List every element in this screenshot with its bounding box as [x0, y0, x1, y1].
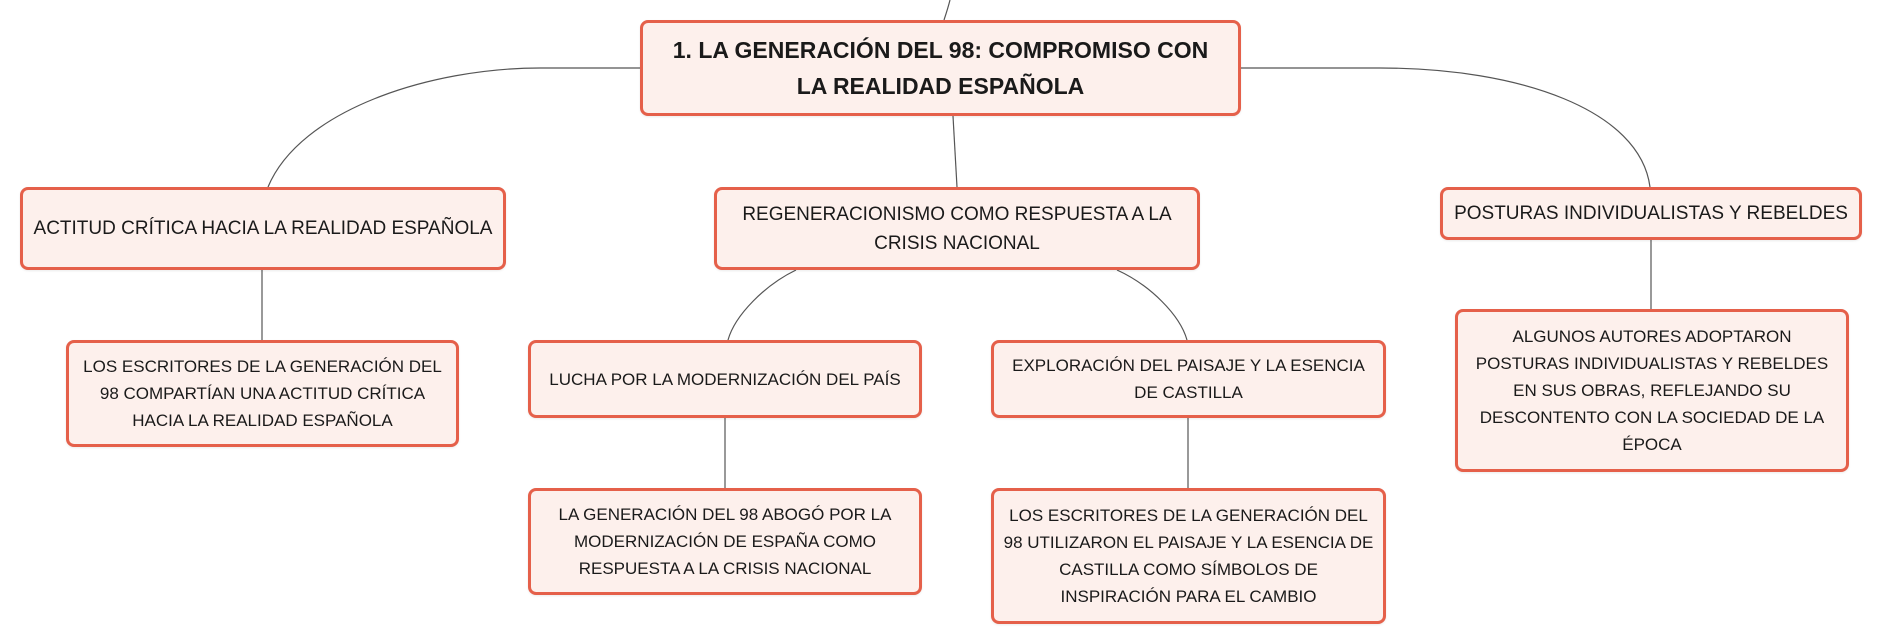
modernization-label: LUCHA POR LA MODERNIZACIÓN DEL PAÍS [549, 369, 901, 389]
central-topic-label: 1. LA GENERACIÓN DEL 98: COMPROMISO CON LA REALIDAD ESPAÑOLA [672, 37, 1209, 99]
critical-attitude-detail-node[interactable] [66, 340, 459, 447]
landscape-castile-detail-label: LOS ESCRITORES DE LA GENERACIÓN DEL 98 UTILIZARON EL PAISAJE Y LA ESENCIA DE CASTILLA COMO SÍMBOLOS DE INSPIRACIÓN PARA EL CAMBIO [1003, 506, 1374, 606]
connector-regeneration-to-landscape [1117, 270, 1187, 340]
critical-attitude-detail-label: LOS ESCRITORES DE LA GENERACIÓN DEL 98 COMPARTÍAN UNA ACTITUD CRÍTICA HACIA LA REALIDAD ESPAÑOLA [83, 357, 442, 430]
connector-regeneration-to-modernization [728, 270, 796, 340]
branch-critical-attitude-label: ACTITUD CRÍTICA HACIA LA REALIDAD ESPAÑOLA [33, 218, 493, 239]
branch-critical-attitude-node[interactable] [20, 187, 506, 270]
connector-root-to-branch-individualist [1240, 68, 1650, 187]
individualist-detail-node[interactable] [1455, 309, 1849, 472]
landscape-castile-detail-node[interactable] [991, 488, 1386, 624]
individualist-detail-label: ALGUNOS AUTORES ADOPTARON POSTURAS INDIVIDUALISTAS Y REBELDES EN SUS OBRAS, REFLEJANDO SU DESCONTENTO CON LA SOCIEDAD DE LA ÉPOCA [1475, 327, 1829, 454]
modernization-detail-label: LA GENERACIÓN DEL 98 ABOGÓ POR LA MODERNIZACIÓN DE ESPAÑA COMO RESPUESTA A LA CRISIS NACIONAL [558, 505, 892, 578]
connector-root-to-branch-critical [268, 68, 640, 187]
branch-regeneration-node[interactable] [714, 187, 1200, 270]
landscape-castile-node[interactable] [991, 340, 1386, 418]
connector-parent-above [944, 0, 950, 20]
branch-regeneration-label: REGENERACIONISMO COMO RESPUESTA A LA CRISIS NACIONAL [742, 203, 1172, 254]
central-topic-node[interactable] [640, 20, 1241, 116]
branch-individualist-node[interactable] [1440, 187, 1862, 240]
modernization-detail-node[interactable] [528, 488, 922, 595]
connector-root-to-branch-regeneration [953, 116, 957, 187]
branch-individualist-label: POSTURAS INDIVIDUALISTAS Y REBELDES [1454, 203, 1848, 224]
landscape-castile-label: EXPLORACIÓN DEL PAISAJE Y LA ESENCIA DE CASTILLA [1012, 356, 1365, 402]
modernization-node[interactable] [528, 340, 922, 418]
